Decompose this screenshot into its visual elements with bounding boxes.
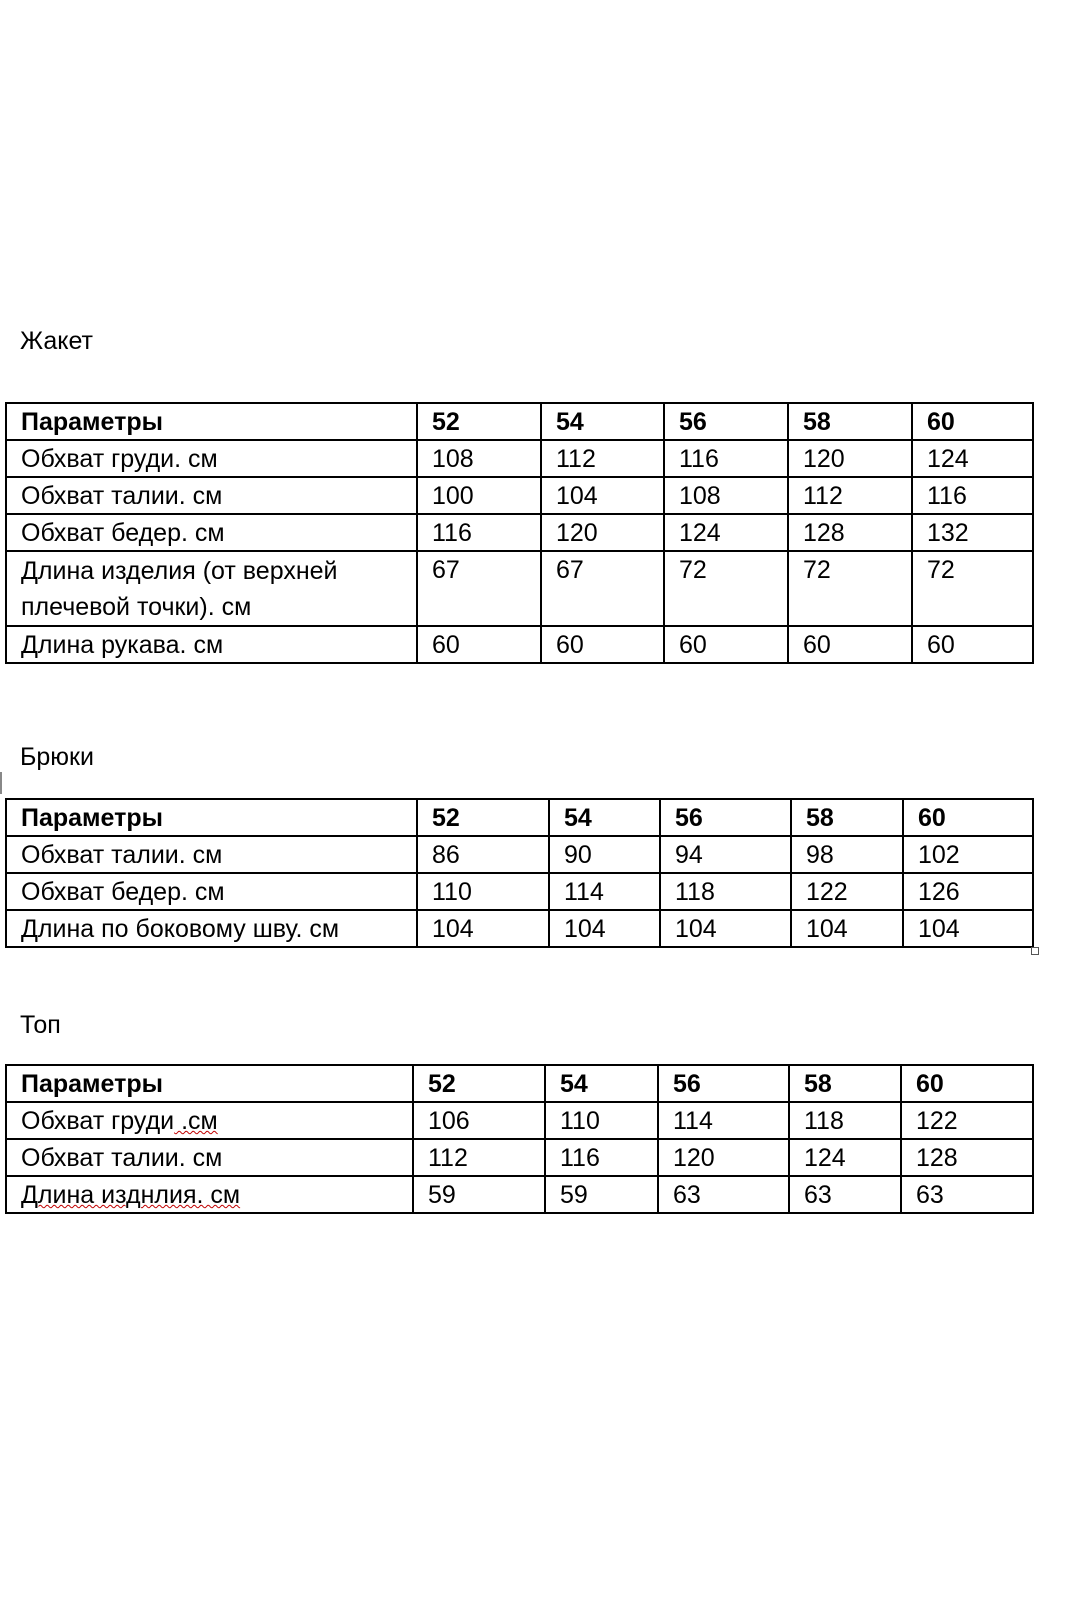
table-row — [6, 514, 1033, 551]
value-cell: 59 — [545, 1176, 658, 1213]
value-cell: 104 — [791, 910, 903, 947]
value-cell: 110 — [417, 873, 549, 910]
table-row — [6, 910, 1033, 947]
value-cell: 116 — [912, 477, 1033, 514]
header-cell: 58 — [791, 799, 903, 836]
value-cell: 104 — [660, 910, 791, 947]
header-cell: 52 — [413, 1065, 545, 1102]
value-cell: 60 — [664, 626, 788, 663]
value-cell: 67 — [541, 551, 664, 626]
value-cell: 122 — [901, 1102, 1033, 1139]
value-cell: 63 — [658, 1176, 789, 1213]
value-cell: 112 — [541, 440, 664, 477]
value-cell: 63 — [789, 1176, 901, 1213]
parameter-cell: Длина по боковому шву. см — [6, 910, 417, 947]
parameter-cell — [6, 1176, 413, 1213]
value-cell: 86 — [417, 836, 549, 873]
table-row — [6, 873, 1033, 910]
value-cell: 128 — [788, 514, 912, 551]
table-row — [6, 1176, 1033, 1213]
header-cell: 60 — [901, 1065, 1033, 1102]
value-cell: 108 — [417, 440, 541, 477]
value-cell: 67 — [417, 551, 541, 626]
value-cell: 60 — [912, 626, 1033, 663]
value-cell: 116 — [664, 440, 788, 477]
value-cell: 60 — [541, 626, 664, 663]
parameter-cell: Обхват талии. см — [6, 836, 417, 873]
table-resize-handle[interactable] — [1031, 947, 1039, 955]
header-cell: 56 — [664, 403, 788, 440]
value-cell: 104 — [903, 910, 1033, 947]
table-row — [6, 551, 1033, 626]
table-row — [6, 477, 1033, 514]
value-cell: 116 — [417, 514, 541, 551]
value-cell: 112 — [413, 1139, 545, 1176]
table-row — [6, 836, 1033, 873]
parameter-label: Обхват груди — [21, 1107, 175, 1135]
parameter-cell: Обхват талии. см — [6, 1139, 413, 1176]
value-cell: 90 — [549, 836, 660, 873]
header-cell: 54 — [549, 799, 660, 836]
value-cell: 114 — [549, 873, 660, 910]
parameter-label: Длина изднлия. см — [21, 1181, 241, 1209]
value-cell: 120 — [541, 514, 664, 551]
value-cell: 63 — [901, 1176, 1033, 1213]
parameter-cell: Обхват бедер. см — [6, 873, 417, 910]
value-cell: 60 — [788, 626, 912, 663]
value-cell: 106 — [413, 1102, 545, 1139]
value-cell: 59 — [413, 1176, 545, 1213]
header-cell: 52 — [417, 403, 541, 440]
value-cell: 126 — [903, 873, 1033, 910]
value-cell: 112 — [788, 477, 912, 514]
value-cell: 120 — [788, 440, 912, 477]
header-cell: 54 — [541, 403, 664, 440]
parameter-cell: Длина рукава. см — [6, 626, 417, 663]
header-cell: Параметры — [6, 403, 417, 440]
section-title-trousers: Брюки — [20, 743, 94, 771]
value-cell: 122 — [791, 873, 903, 910]
header-cell: 54 — [545, 1065, 658, 1102]
header-cell: 58 — [788, 403, 912, 440]
value-cell: 102 — [903, 836, 1033, 873]
parameter-cell: Обхват груди. см — [6, 440, 417, 477]
value-cell: 132 — [912, 514, 1033, 551]
value-cell: 98 — [791, 836, 903, 873]
size-table-jacket — [5, 402, 1034, 664]
parameter-cell: Длина изделия (от верхней плечевой точки). см — [6, 551, 417, 626]
header-cell: 56 — [658, 1065, 789, 1102]
header-cell: Параметры — [6, 1065, 413, 1102]
value-cell: 114 — [658, 1102, 789, 1139]
value-cell: 128 — [901, 1139, 1033, 1176]
header-cell: Параметры — [6, 799, 417, 836]
parameter-cell — [6, 1102, 413, 1139]
table-row — [6, 1139, 1033, 1176]
value-cell: 100 — [417, 477, 541, 514]
value-cell: 120 — [658, 1139, 789, 1176]
value-cell: 124 — [789, 1139, 901, 1176]
table-row — [6, 1102, 1033, 1139]
section-title-top: Топ — [20, 1011, 61, 1039]
value-cell: 72 — [912, 551, 1033, 626]
header-cell: 56 — [660, 799, 791, 836]
header-cell: 60 — [903, 799, 1033, 836]
table-header-row — [6, 1065, 1033, 1102]
table-row — [6, 626, 1033, 663]
text-cursor-mark — [0, 772, 2, 794]
value-cell: 94 — [660, 836, 791, 873]
value-cell: 124 — [664, 514, 788, 551]
value-cell: 104 — [549, 910, 660, 947]
value-cell: 60 — [417, 626, 541, 663]
value-cell: 72 — [664, 551, 788, 626]
table-header-row — [6, 403, 1033, 440]
value-cell: 124 — [912, 440, 1033, 477]
value-cell: 104 — [541, 477, 664, 514]
parameter-cell: Обхват бедер. см — [6, 514, 417, 551]
value-cell: 116 — [545, 1139, 658, 1176]
header-cell: 52 — [417, 799, 549, 836]
value-cell: 110 — [545, 1102, 658, 1139]
value-cell: 72 — [788, 551, 912, 626]
value-cell: 118 — [660, 873, 791, 910]
table-header-row — [6, 799, 1033, 836]
value-cell: 108 — [664, 477, 788, 514]
value-cell: 104 — [417, 910, 549, 947]
value-cell: 118 — [789, 1102, 901, 1139]
header-cell: 58 — [789, 1065, 901, 1102]
size-table-top — [5, 1064, 1034, 1214]
header-cell: 60 — [912, 403, 1033, 440]
parameter-label-suffix: .см — [174, 1107, 218, 1135]
section-title-jacket: Жакет — [20, 327, 94, 355]
size-table-trousers — [5, 798, 1034, 948]
parameter-cell: Обхват талии. см — [6, 477, 417, 514]
table-row — [6, 440, 1033, 477]
